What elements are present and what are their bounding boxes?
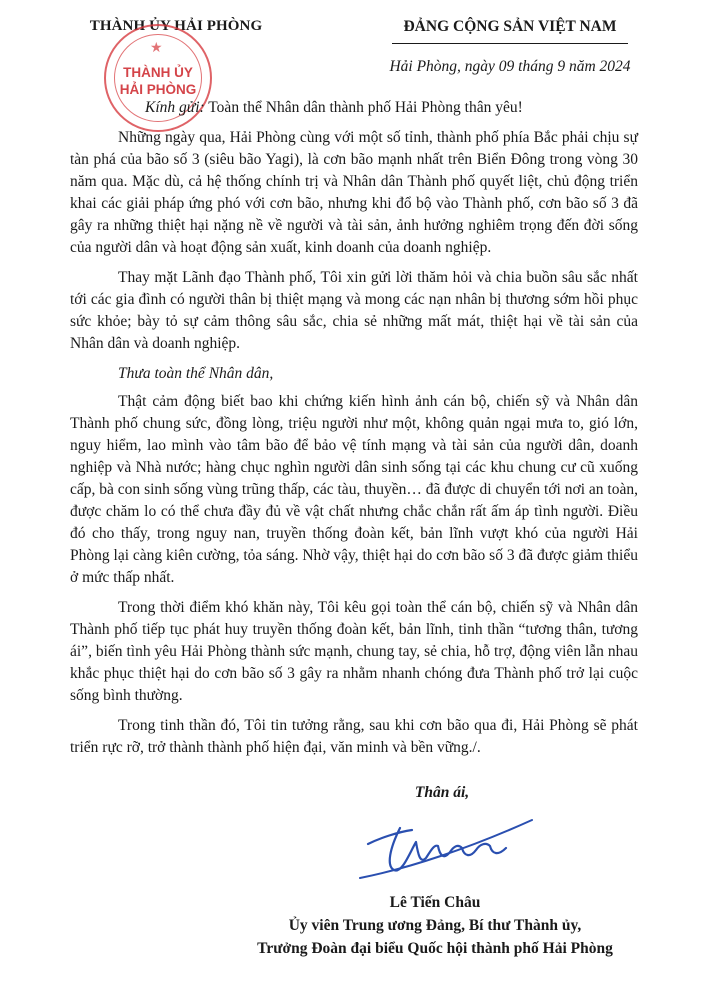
paragraph-condolences: Thay mặt Lãnh đạo Thành phố, Tôi xin gửi lời thăm hỏi và chia buồn sâu sắc nhất tới các gia đình có người thân bị thiệt mạng và mong các nạn nhân bị thương sớm hồi phục sức khỏe; bày tỏ sự cảm thông sâu sắc, chia sẻ những mất mát, thiệt hại về tài sản của Nhân dân và doanh nghiệp. — [70, 269, 638, 352]
seal-text-line1: THÀNH ỦY — [123, 65, 193, 80]
paragraph-solidarity: Thật cảm động biết bao khi chứng kiến hình ảnh cán bộ, chiến sỹ và Nhân dân Thành phố chung sức, đồng lòng, triệu người như một, không quản ngại mưa to, gió lớn, nguy hiểm, lao mình vào tâm bão để bảo vệ tính mạng và tài sản của người dân, doanh nghiệp và Nhà nước; hàng chục nghìn người dân sinh sống tại các khu chung cư cũ xuống cấp, bà con sinh sống vùng trũng thấp, các tàu, thuyền… đã được di chuyển tới nơi an toàn, được chăm lo có thể chưa đầy đủ về vật chất nhưng chắc chắn rất ấm áp tình người. Điều đó cho thấy, trong nguy nan, truyền thống đoàn kết, bản lĩnh vượt khó của người Hải Phòng lại càng kiên cường, tỏa sáng. Nhờ vậy, thiệt hại do cơn bão số 3 đã được giảm thiểu ở mức thấp nhất. — [70, 393, 638, 586]
signer-title-2: Trưởng Đoàn đại biểu Quốc hội thành phố Hải Phòng — [257, 940, 613, 957]
signer-name: Lê Tiến Châu — [389, 894, 481, 911]
header-underline — [392, 43, 628, 44]
place-and-date: Hải Phòng, ngày 09 tháng 9 năm 2024 — [389, 58, 631, 75]
paragraph-call-to-action: Trong thời điểm khó khăn này, Tôi kêu gọi toàn thể cán bộ, chiến sỹ và Nhân dân Thành phố tiếp tục phát huy truyền thống đoàn kết, bản lĩnh, tinh thần “tương thân, tương ái”, biến tình yêu Hải Phòng thành sức mạnh, chung tay, sẻ chia, hỗ trợ, động viên lẫn nhau khắc phục thiệt hại do cơn bão số 3 gây ra nhằm nhanh chóng đưa Thành phố trở lại cuộc sống bình thường. — [70, 599, 638, 704]
paragraph-storm-damage: Những ngày qua, Hải Phòng cùng với một số tỉnh, thành phố phía Bắc phải chịu sự tàn phá của bão số 3 (siêu bão Yagi), là cơn bão mạnh nhất trên Biển Đông trong vòng 30 năm qua. Mặc dù, cả hệ thống chính trị và Nhân dân Thành phố quyết liệt, chủ động triển khai các giải pháp ứng phó với cơn bão, nhưng khi đổ bộ vào Thành phố, cơn bão số 3 đã gây ra những thiệt hại nặng nề về người và tài sản, ảnh hưởng nghiêm trọng đến đời sống của người dân và hoạt động sản xuất, kinh doanh của doanh nghiệp. — [70, 129, 638, 256]
star-icon: ★ — [150, 41, 163, 56]
salutation — [70, 97, 638, 119]
letter-body — [70, 97, 638, 767]
salutation-label: Kính gửi: — [145, 99, 205, 116]
signer-title-1: Ủy viên Trung ương Đảng, Bí thư Thành ủy, — [288, 917, 582, 934]
party-name: ĐẢNG CỘNG SẢN VIỆT NAM — [403, 18, 617, 35]
closing-phrase: Thân ái, — [414, 784, 470, 801]
seal-text-line2: HẢI PHÒNG — [119, 82, 197, 97]
handwritten-signature — [350, 808, 540, 888]
paragraph-confidence: Trong tinh thần đó, Tôi tin tưởng rằng, sau khi cơn bão qua đi, Hải Phòng sẽ phát triển rực rỡ, trở thành thành phố hiện đại, văn minh và bền vững./. — [70, 717, 638, 756]
paragraph-address: Thưa toàn thể Nhân dân, — [118, 365, 274, 382]
signer-block — [240, 891, 630, 960]
issuing-organization: THÀNH ỦY HẢI PHÒNG — [89, 18, 263, 34]
salutation-recipient: Toàn thể Nhân dân thành phố Hải Phòng thân yêu! — [204, 99, 523, 116]
